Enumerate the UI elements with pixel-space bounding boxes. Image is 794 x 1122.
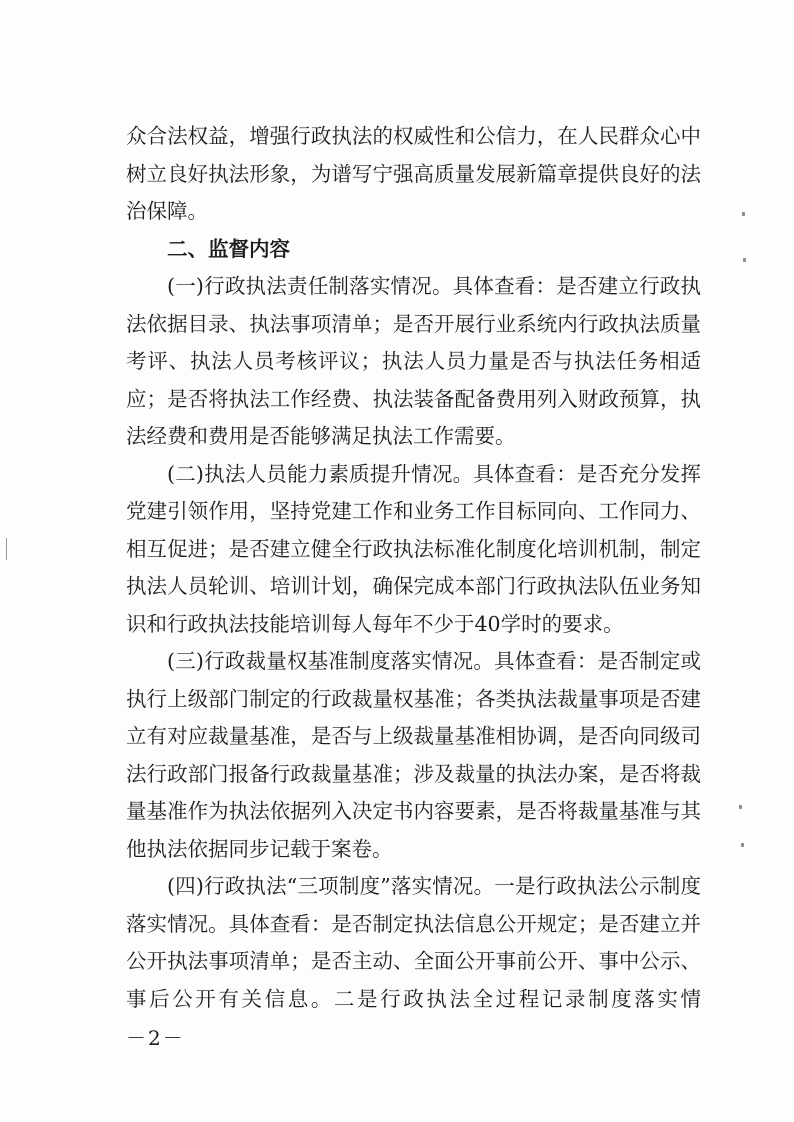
scan-speck [739, 805, 742, 809]
page-number: －2－ [126, 1026, 185, 1050]
scan-binding-mark [6, 538, 7, 560]
paragraph-item-4: (四)行政执法“三项制度”落实情况。一是行政执法公示制度落实情况。具体查看：是否制定执法信息公开规定；是否建立并公开执法事项清单；是否主动、全面公开事前公开、事中公示、事后公开有关信息。二是行政执法全过程记录制度落实情 [126, 874, 701, 1011]
scan-speck [742, 212, 745, 216]
paragraph-item-1: (一)行政执法责任制落实情况。具体查看：是否建立行政执法依据目录、执法事项清单；是否开展行业系统内行政执法质量考评、执法人员考核评议；执法人员力量是否与执法任务相适应；是否将执法工作经费、执法装备配备费用列入财政预算，执法经费和费用是否能够满足执法工作需要。 [126, 274, 701, 448]
document-body [126, 118, 701, 1018]
paragraph-intro-continuation: 众合法权益，增强行政执法的权威性和公信力，在人民群众心中树立良好执法形象，为谱写宁强高质量发展新篇章提供良好的法治保障。 [126, 124, 701, 223]
scan-speck [741, 843, 744, 847]
scan-speck [743, 258, 746, 262]
paragraph-item-3: (三)行政裁量权基准制度落实情况。具体查看：是否制定或执行上级部门制定的行政裁量权基准；各类执法裁量事项是否建立有对应裁量基准，是否与上级裁量基准相协调，是否向同级司法行政部门报备行政裁量基准；涉及裁量的执法办案，是否将裁量基准作为执法依据列入决定书内容要素，是否将裁量基准与其他执法依据同步记载于案卷。 [126, 649, 701, 861]
section-heading: 二、监督内容 [167, 236, 290, 261]
paragraph-item-2: (二)执法人员能力素质提升情况。具体查看：是否充分发挥党建引领作用，坚持党建工作和业务工作目标同向、工作同力、相互促进；是否建立健全行政执法标准化制度化培训机制，制定执法人员轮训、培训计划，确保完成本部门行政执法队伍业务知识和行政执法技能培训每人每年不少于40学时的要求。 [126, 461, 701, 636]
